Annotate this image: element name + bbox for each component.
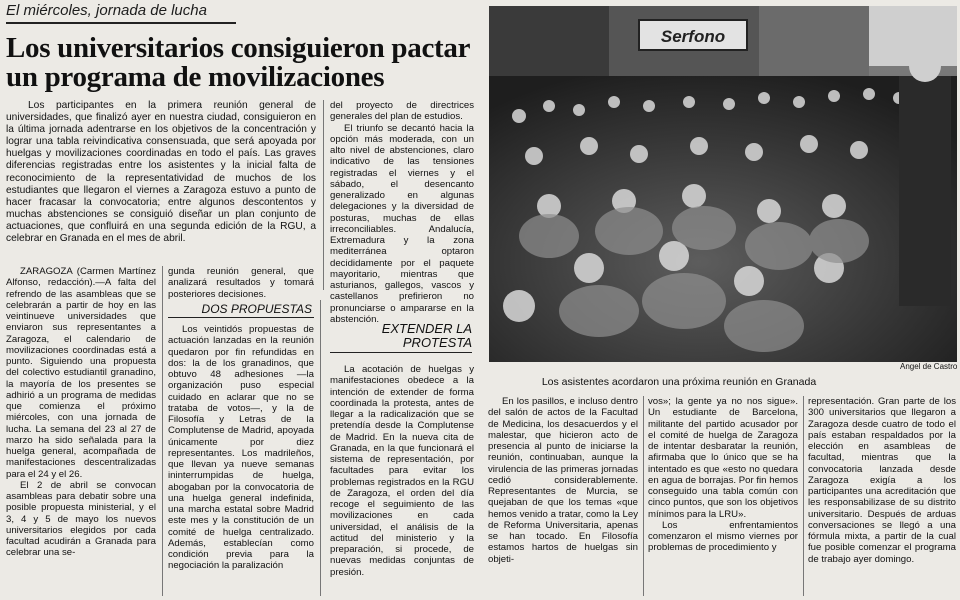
column-6 — [808, 396, 956, 565]
column-5 — [648, 396, 798, 554]
kicker-rule — [6, 22, 236, 24]
photo-credit: Angel de Castro — [900, 362, 958, 371]
column-rule — [320, 300, 321, 596]
subhead-extender-la-protesta: EXTENDER LA PROTESTA — [330, 322, 472, 353]
lead-paragraph: Los participantes en la primera reunión general de universidades, que finalizó ayer en nuestra ciudad, consiguieron en la última jornada adentrarse en los objetivos de la concentración y lograr una tabla reivindicativa consensuada, que será apoyada por huelgas y movilizaciones coordinadas en todo el país. Las graves diferencias registradas entre los asistentes y la inicial falta de reconocimiento de la representatividad de muchos de los estudiantes que llegaron el viernes a Zaragoza estuvo a punto de hacer fracasar la convocatoria; entre algunos descontentos y muchas abstenciones se consiguió diseñar un plan conjunto de actuaciones, que confluirá en una segunda edición de la RGU, a celebrar en Granada en el mes de abril. — [6, 100, 316, 245]
column-rule — [643, 396, 644, 596]
kicker: El miércoles, jornada de lucha — [6, 2, 207, 19]
paragraph: vos»; la gente ya no nos sigue». Un estudiante de Barcelona, militante del partido acusador por el comité de huelga de Zaragoza de intentar desbaratar la reunión, afirmaba que lo único que se ha intentado es que «esto no quedara en agua de borrajas. Por fin hemos conseguido una tabla común con cinco puntos, que son los objetivos mínimos para la LRU». — [648, 396, 798, 520]
news-photo — [489, 6, 957, 362]
paragraph: del proyecto de directrices generales del plan de estudios. — [330, 100, 474, 123]
paragraph: El triunfo se decantó hacia la opción más moderada, con un alto nivel de abstenciones, claro indicativo de las tensiones registradas el viernes y el sábado, el desencanto generalizado en algunas delegaciones y la diversidad de posturas, muchas de ellas irreconciliables. Andalucía, Extremadura y la zona mediterránea optaron decididamente por el paquete mayoritario, mientras que asturianos, gallegos, vascos y castellanos prefirieron no pronunciarse o ampararse en la abstención. — [330, 122, 474, 325]
paragraph: representación. Gran parte de los 300 universitarios que llegaron a Zaragoza desde cuatro de todo el país estaban respaldados por la elección en asambleas de facultad, mientras que la convocatoria lanzada desde Zaragoza exigía a los participantes una acreditación que les responsabilizase de su distrito universitario. Después de arduas conversaciones se llegó a una fórmula mixta, a partir de la cual fue posible comenzar el programa de trabajo ayer domingo. — [808, 396, 956, 565]
column-4 — [488, 396, 638, 565]
paragraph: El 2 de abril se convocan asambleas para debatir sobre una posible propuesta ministerial, y el 3, 4 y 5 de mayo los nuevos universitarios elegidos por cada facultad acudirán a Granada para celebrar una se- — [6, 479, 156, 559]
paragraph: Los veintidós propuestas de actuación lanzadas en la reunión quedaron por fin refundidas en dos: la de los granadinos, que obtuvo 48 adhesiones —la organización puso especial cuidado en aclarar que no se trataba de votos—, y la de Filosofía y Letras de la Complutense de Madrid, apoyada únicamente por diez representantes. Los madrileños, que llevan ya nueve semanas ininterrumpidas de huelga, abogaban por la convocatoria de una huelga general indefinida, una marcha estatal sobre Madrid este mes y la constitución de un comité de huelga centralizado. Además, establecían como condición previa para la negociación la paralización — [168, 324, 314, 572]
paragraph: La acotación de huelgas y manifestaciones obedece a la intención de extender de forma coordinada la protesta, antes de llegar a la radicalización que se pretendía desde la Complutense de Madrid. En la nueva cita de Granada, en la que funcionará el sistema de representación, por facultades para evitar los problemas registrados en la RGU de Zaragoza, el orden del día recoge el seguimiento de las movilizaciones en cada universidad, el análisis de la actitud del ministerio y la preparación, si procede, de nuevas medidas conjuntas de presión. — [330, 364, 474, 578]
column-2 — [168, 266, 314, 572]
photo-caption: Los asistentes acordaron una próxima reunión en Granada — [541, 376, 817, 388]
paragraph: ZARAGOZA (Carmen Martínez Alfonso, redacción).—A falta del refrendo de las asambleas que se celebrarán a partir de hoy en las veintinueve universidades que enviaron sus representantes a Zaragoza, el calendario de movilizaciones coordinadas está a punto. Siguiendo una propuesta del colectivo estudiantil granadino, la mayoría de los presentes se adhirió a un programa de medidas que comienza el próximo miércoles, con una jornada de lucha. La semana del 23 al 27 de marzo ha sido señalada para la huelga general, acompañada de manifestaciones descentralizadas para el 24 y el 26. — [6, 266, 156, 480]
column-mid-top — [330, 100, 474, 325]
column-rule — [162, 266, 163, 596]
shop-sign: Serfono — [660, 27, 726, 46]
column-1 — [6, 266, 156, 559]
paragraph: gunda reunión general, que analizará resultados y tomará posteriores decisiones. — [168, 266, 314, 300]
paragraph: En los pasillos, e incluso dentro del salón de actos de la Facultad de Medicina, los desacuerdos y el malestar, que hicieron acto de presencia al punto de iniciarse la reunión, continuaban, aunque la virulencia de las primeras jornadas cedió considerablemente. Representantes de Murcia, se quejaban de que los temas «que hemos venido a tratar, como la Ley de Reforma Universitaria, apenas se han tocado. En Filosofía estamos hartos de huelgas sin objeti- — [488, 396, 638, 565]
column-rule — [803, 396, 804, 596]
column-rule — [323, 100, 324, 290]
headline: Los universitarios consiguieron pactar un programa de movilizaciones — [6, 32, 470, 93]
column-3 — [330, 364, 474, 578]
photo-image — [489, 6, 957, 362]
paragraph: Los enfrentamientos comenzaron el mismo viernes por problemas de procedimiento y — [648, 519, 798, 554]
subhead-dos-propuestas: DOS PROPUESTAS — [168, 304, 314, 318]
